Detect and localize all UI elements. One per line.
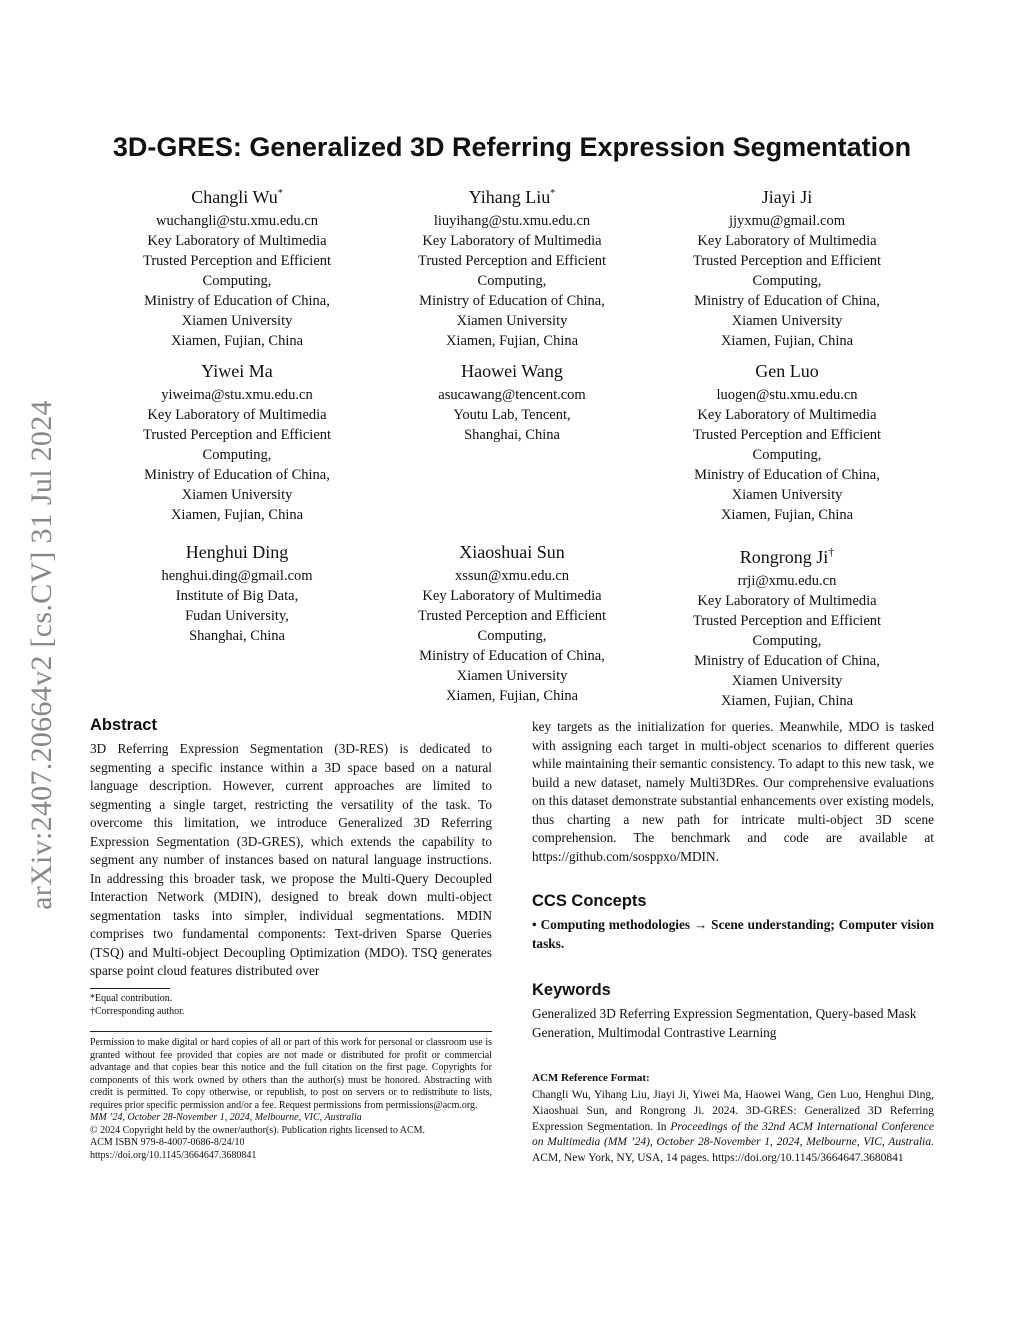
author-name: Gen Luo [755,361,819,381]
arxiv-id: arXiv:2407.20664v2 [cs.CV] 31 Jul 2024 [25,400,58,910]
copyright-line: © 2024 Copyright held by the owner/author(s). Publication rights licensed to ACM. [90,1124,426,1136]
author-name: Jiayi Ji [761,187,813,207]
author-name: Yihang Liu* [468,187,556,207]
author-name: Changli Wu* [191,187,283,207]
author-block: Gen Luo luogen@stu.xmu.edu.cn Key Laboratory of Multimedia Trusted Perception and Efficient Computing, Ministry of Education of China, Xiamen University Xiamen, Fujian, China [637,359,937,525]
isbn-line: ACM ISBN 979-8-4007-0686-8/24/10 [90,1137,245,1148]
author-block: Rongrong Ji† rrji@xmu.edu.cn Key Laboratory of Multimedia Trusted Perception and Efficient Computing, Ministry of Education of China, Xiamen University Xiamen, Fujian, China [637,540,937,711]
keywords-heading: Keywords [532,981,611,999]
ccs-concepts: • Computing methodologies → Scene understanding; Computer vision tasks. [532,917,934,951]
author-block: Henghui Ding henghui.ding@gmail.com Institute of Big Data, Fudan University, Shanghai, China [87,540,387,646]
ref-format-heading: ACM Reference Format: [532,1072,650,1084]
ref-citation: Changli Wu, Yihang Liu, Jiayi Ji, Yiwei Ma, Haowei Wang, Gen Luo, Henghui Ding, Xiaoshuai Sun, and Rongrong Ji. 2024. 3D-GRES: Generalized 3D Referring Expression Segmentation. In Proceedings of the 32nd ACM International Conference on Multimedia (MM ’24), October 28-November 1, 2024, Melbourne, VIC, Australia. ACM, New York, NY, USA, 14 pages. https://doi.org/10.1145/3664647.3680841 [532,1089,934,1165]
conference-line: MM ’24, October 28-November 1, 2024, Melbourne, VIC, Australia [90,1112,362,1123]
ccs-heading: CCS Concepts [532,892,647,910]
author-block: Xiaoshuai Sun xssun@xmu.edu.cn Key Laboratory of Multimedia Trusted Perception and Efficient Computing, Ministry of Education of China, Xiamen University Xiamen, Fujian, China [362,540,662,706]
abstract-heading: Abstract [90,716,157,734]
author-block: Haowei Wang asucawang@tencent.com Youtu Lab, Tencent, Shanghai, China [362,359,662,445]
author-name: Haowei Wang [461,361,563,381]
arxiv-stamp [24,370,60,940]
author-name: Xiaoshuai Sun [459,542,565,562]
keywords: Generalized 3D Referring Expression Segmentation, Query-based Mask Generation, Multimodal Contrastive Learning [532,1006,917,1040]
ref-doi[interactable]: ACM, New York, NY, USA, 14 pages. https://doi.org/10.1145/3664647.3680841 [532,1152,904,1165]
abstract-text-left: 3D Referring Expression Segmentation (3D-RES) is dedicated to segmenting a specific instance within a 3D space based on a natural language description. However, current approaches are limited to segmenting a single target, restricting the versatility of the task. To overcome this limitation, we introduce Generalized 3D Referring Expression Segmentation (3D-GRES), which extends the capability to segment any number of instances based on natural language instructions. In addressing this broader task, we propose the Multi-Query Decoupled Interaction Network (MDIN), designed to break down multi-object segmentation tasks into simpler, individual segmentations. MDIN comprises two fundamental components: Text-driven Sparse Queries (TSQ) and Multi-object Decoupling Optimization (MDO). TSQ generates sparse point cloud features distributed over [90,741,492,978]
author-name: Yiwei Ma [201,361,273,381]
author-name: Henghui Ding [185,542,289,562]
doi-link[interactable]: https://doi.org/10.1145/3664647.3680841 [90,1149,257,1161]
author-block: Changli Wu* wuchangli@stu.xmu.edu.cn Key Laboratory of Multimedia Trusted Perception and Efficient Computing, Ministry of Education of China, Xiamen University Xiamen, Fujian, China [87,182,387,351]
paper-title: 3D-GRES: Generalized 3D Referring Expression Segmentation [112,132,912,162]
author-name: Rongrong Ji† [739,545,835,567]
author-block: Yihang Liu* liuyihang@stu.xmu.edu.cn Key Laboratory of Multimedia Trusted Perception and Efficient Computing, Ministry of Education of China, Xiamen University Xiamen, Fujian, China [362,182,662,351]
author-block: Yiwei Ma yiweima@stu.xmu.edu.cn Key Laboratory of Multimedia Trusted Perception and Efficient Computing, Ministry of Education of China, Xiamen University Xiamen, Fujian, China [87,359,387,525]
author-block: Jiayi Ji jjyxmu@gmail.com Key Laboratory of Multimedia Trusted Perception and Efficient Computing, Ministry of Education of China, Xiamen University Xiamen, Fujian, China [637,182,937,351]
footnotes: *Equal contribution. †Corresponding author. [90,993,185,1017]
permission-text: Permission to make digital or hard copies of all or part of this work for personal or classroom use is granted without fee provided that copies are not made or distributed for profit or commercial advantage and that copies bear this notice and the full citation on the first page. Copyrights for components of this work owned by others than the author(s) must be honored. Abstracting with credit is permitted. To copy otherwise, or republish, to post on servers or to redistribute to lists, requires prior specific permission and/or a fee. Request permissions from permissions@acm.org. [90,1037,492,1111]
permission-block [90,1037,492,1162]
permission-divider [90,1031,492,1032]
abstract-text-right: key targets as the initialization for queries. Meanwhile, MDO is tasked with assigning each target in multi-object scenarios to different queries while maintaining their semantic consistency. To adapt to this new task, we build a new dataset, namely Multi3DRes. Our comprehensive evaluations on this dataset demonstrate substantial enhancements over existing models, thus charting a new path for intricate multi-object 3D scene comprehension. The benchmark and code are available at https://github.com/sosppxo/MDIN. [532,719,934,864]
footnote-divider [90,988,170,989]
